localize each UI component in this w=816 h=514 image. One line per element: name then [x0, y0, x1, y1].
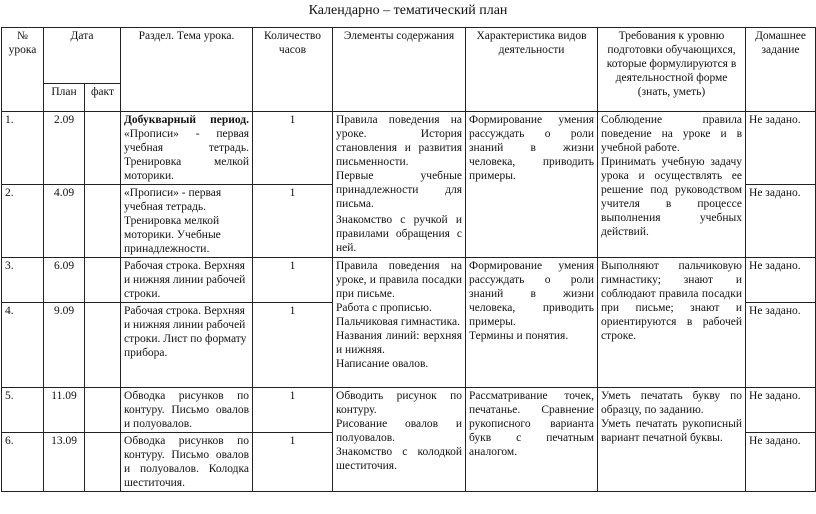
content-element: Написание овалов.	[336, 358, 429, 370]
content-element: Знакомство с колодкой шеститочия.	[336, 446, 463, 472]
homework: Не задано.	[746, 112, 816, 185]
activity-item: Термины и понятия.	[469, 330, 569, 342]
topic-period-heading: Добукварный период.	[124, 114, 250, 126]
content-element: Обводить рисунок по контуру.	[336, 390, 463, 416]
header-plan: План	[44, 84, 85, 112]
lesson-topic: Обводка рисунков по контуру. Письмо овалов и полуовалов. Колодка шеститочия.	[121, 433, 253, 492]
requirements-cell	[598, 388, 746, 492]
requirement-item: Принимать учебную задачу урока и осуществлять ее решение под руководством учителя в процессе выполнения учебных действий.	[601, 156, 743, 238]
header-activity: Характеристика видов деятельности	[466, 28, 598, 112]
homework: Не задано.	[746, 185, 816, 258]
content-element: Первые учебные принадлежности для письма.	[336, 170, 463, 210]
content-elements-cell	[333, 112, 466, 258]
lesson-number: 2.	[2, 185, 44, 258]
lesson-number: 5.	[2, 388, 44, 433]
header-hours: Количество часов	[253, 28, 333, 112]
content-element: Правила поведения на уроке. История становления и развития письменности.	[336, 114, 463, 168]
plan-date: 13.09	[44, 433, 85, 492]
fact-date	[85, 185, 121, 258]
header-fact: факт	[85, 84, 121, 112]
header-lesson-number: № урока	[2, 28, 44, 112]
header-date: Дата	[44, 28, 121, 84]
plan-date: 2.09	[44, 112, 85, 185]
hours-count: 1	[253, 112, 333, 185]
homework: Не задано.	[746, 303, 816, 388]
lesson-number: 3.	[2, 258, 44, 303]
plan-date: 9.09	[44, 303, 85, 388]
content-element: Названия линий: верхняя и нижняя.	[336, 330, 463, 356]
topic-text: «Прописи» - первая учебная тетрадь. Тренировка мелкой моторики.	[124, 128, 250, 182]
activity-item: Формирование умения рассуждать о роли знаний в жизни человека, приводить примеры.	[469, 260, 595, 328]
lesson-number: 1.	[2, 112, 44, 185]
requirement-item: Уметь печатать рукописный вариант печатной буквы.	[601, 418, 743, 444]
content-element: Работа с прописью.	[336, 302, 432, 314]
requirements-cell	[598, 112, 746, 258]
lesson-number: 4.	[2, 303, 44, 388]
header-homework: Домашнее задание	[746, 28, 816, 112]
table-row	[2, 258, 816, 303]
table-row	[2, 112, 816, 185]
homework: Не задано.	[746, 258, 816, 303]
activity-cell: Формирование умения рассуждать о роли знаний в жизни человека, приводить примеры.	[466, 112, 598, 258]
lesson-topic	[121, 112, 253, 185]
header-section: Раздел. Тема урока.	[121, 28, 253, 112]
lesson-topic: Рабочая строка. Верхняя и нижняя линии рабочей строки. Лист по формату прибора.	[121, 303, 253, 388]
fact-date	[85, 303, 121, 388]
content-element: Рисование овалов и полуовалов.	[336, 418, 463, 444]
plan-date: 6.09	[44, 258, 85, 303]
lesson-topic: «Прописи» - первая учебная тетрадь. Тренировка мелкой моторики. Учебные принадлежности.	[121, 185, 253, 258]
content-elements-cell	[333, 258, 466, 388]
activity-cell	[466, 258, 598, 388]
requirements-cell: Выполняют пальчиковую гимнастику; знают и соблюдают правила посадки при письме; знают и ориентируются в рабочей строке.	[598, 258, 746, 388]
lesson-topic: Рабочая строка. Верхняя и нижняя линии рабочей строки.	[121, 258, 253, 303]
fact-date	[85, 112, 121, 185]
homework: Не задано.	[746, 433, 816, 492]
content-element: Пальчиковая гимнастика.	[336, 316, 460, 328]
hours-count: 1	[253, 433, 333, 492]
lesson-topic: Обводка рисунков по контуру. Письмо овалов и полуовалов.	[121, 388, 253, 433]
thematic-plan-table	[1, 27, 816, 492]
requirement-item: Соблюдение правила поведение на уроке и в учебной работе.	[601, 114, 743, 154]
requirement-item: Уметь печатать букву по образцу, по заданию.	[601, 390, 743, 416]
hours-count: 1	[253, 303, 333, 388]
plan-date: 11.09	[44, 388, 85, 433]
page-title: Календарно – тематический план	[308, 3, 508, 18]
lesson-number: 6.	[2, 433, 44, 492]
hours-count: 1	[253, 185, 333, 258]
table-row	[2, 388, 816, 433]
content-elements-cell	[333, 388, 466, 492]
fact-date	[85, 433, 121, 492]
hours-count: 1	[253, 388, 333, 433]
fact-date	[85, 388, 121, 433]
activity-cell: Рассматривание точек, печатанье. Сравнение рукописного варианта букв с печатным аналогом.	[466, 388, 598, 492]
homework: Не задано.	[746, 388, 816, 433]
hours-count: 1	[253, 258, 333, 303]
content-element: Правила поведения на уроке, и правила посадки при письме.	[336, 260, 463, 300]
fact-date	[85, 258, 121, 303]
content-element: Знакомство с ручкой и правилами обращения с ней.	[336, 214, 463, 254]
plan-date: 4.09	[44, 185, 85, 258]
header-row	[2, 28, 816, 84]
header-elements: Элементы содержания	[333, 28, 466, 112]
header-requirements: Требования к уровню подготовки обучающихся, которые формулируются в деятельностной форме (знать, уметь)	[598, 28, 746, 112]
